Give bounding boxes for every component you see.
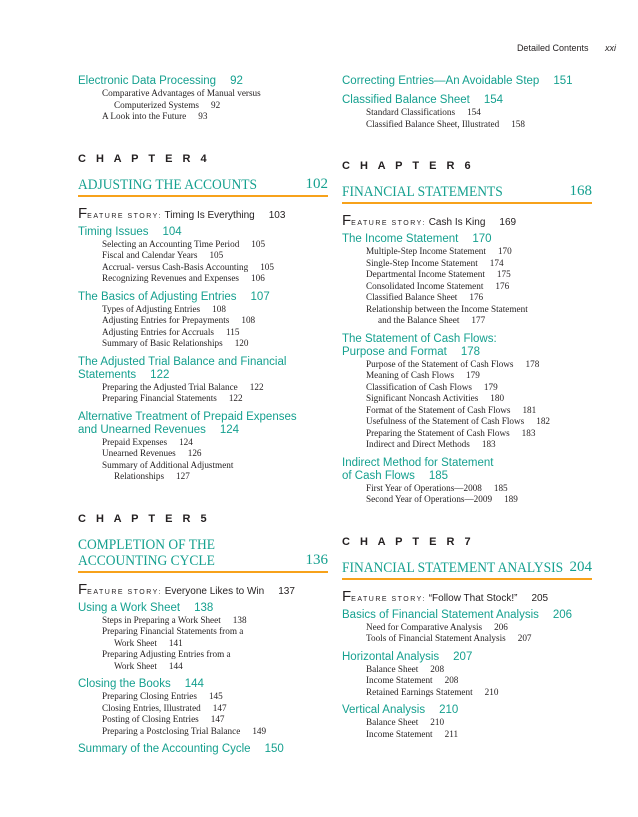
subsection-page-number: 179 — [483, 381, 498, 392]
section-title-line2: and Unearned Revenues — [78, 423, 206, 436]
section-title: The Income Statement — [342, 233, 459, 245]
subsection-page-number: 175 — [496, 269, 511, 279]
subsection-page-number: 189 — [504, 494, 518, 504]
subsection-text: Preparing the Adjusted Trial Balance — [102, 381, 238, 392]
subsection-entry[interactable] — [342, 258, 592, 270]
section-heading[interactable] — [78, 356, 328, 382]
subsection-text: Tools of Financial Statement Analysis — [366, 633, 506, 643]
subsection-page-number: 211 — [444, 728, 459, 739]
feature-story[interactable] — [342, 212, 592, 229]
chapter-title-block[interactable] — [342, 184, 592, 204]
feature-page-number: 103 — [268, 209, 286, 221]
subsection-entry[interactable] — [78, 691, 328, 703]
chapter-label: C H A P T E R 6 — [342, 160, 475, 172]
subsection-text: Preparing Adjusting Entries from a — [102, 649, 231, 659]
section-heading[interactable] — [342, 704, 592, 717]
subsection-entry[interactable] — [342, 717, 592, 729]
section-title: Using a Work Sheet — [78, 601, 181, 614]
subsection-text: Balance Sheet — [366, 717, 419, 727]
section-title: The Adjusted Trial Balance and Financial — [78, 355, 287, 368]
subsection-text: Relationship between the Income Statement — [366, 303, 528, 314]
chapter-page-number: 102 — [305, 175, 328, 192]
section-title: Basics of Financial Statement Analysis — [342, 608, 539, 621]
chapter-label: C H A P T E R 4 — [78, 152, 211, 165]
section-heading[interactable] — [78, 75, 328, 88]
subsection-page-number: 210 — [484, 686, 499, 697]
subsection-entry[interactable] — [78, 703, 328, 715]
subsection-page-number: 170 — [497, 246, 512, 256]
subsection-text: First Year of Operations—2008 — [366, 482, 482, 493]
subsection-text: Preparing Financial Statements from a — [102, 626, 244, 636]
subsection-entry[interactable] — [78, 638, 328, 650]
subsection-entry[interactable] — [342, 246, 592, 258]
section-page-number: 107 — [250, 290, 270, 303]
subsection-text: Classified Balance Sheet, Illustrated — [366, 118, 500, 129]
feature-page-number: 169 — [499, 217, 517, 228]
section-title: Horizontal Analysis — [342, 650, 440, 663]
subsection-text: A Look into the Future — [102, 111, 187, 121]
subsection-text: Indirect and Direct Methods — [366, 439, 470, 449]
subsection-page-number: 108 — [241, 315, 256, 325]
subsection-entry[interactable] — [342, 393, 592, 405]
subsection-text: Usefulness of the Statement of Cash Flows — [366, 416, 525, 426]
subsection-text: Format of the Statement of Cash Flows — [366, 404, 511, 415]
subsection-text: Second Year of Operations—2009 — [366, 494, 493, 504]
subsection-entry[interactable] — [78, 304, 328, 316]
chapter-title-line1: ADJUSTING THE ACCOUNTS — [78, 176, 258, 193]
section-heading[interactable] — [342, 609, 592, 622]
subsection-entry[interactable] — [342, 494, 592, 506]
section-page-number: 151 — [553, 75, 573, 87]
subsection-text: Summary of Basic Relationships — [102, 338, 223, 348]
subsection-entry[interactable] — [78, 726, 328, 738]
subsection-text: Selecting an Accounting Time Period — [102, 238, 240, 249]
subsection-page-number: 179 — [466, 370, 480, 380]
subsection-page-number: 122 — [228, 393, 243, 403]
subsection-page-number: 105 — [251, 238, 266, 249]
section-heading[interactable] — [78, 602, 328, 615]
page-folio: xxi — [605, 43, 616, 53]
subsection-text: Classified Balance Sheet — [366, 292, 458, 302]
left-column — [78, 75, 328, 756]
subsection-page-number: 206 — [494, 621, 508, 632]
subsection-page-number: 138 — [232, 614, 247, 625]
subsection-text: Posting of Closing Entries — [102, 714, 199, 724]
subsection-text: Summary of Additional Adjustment — [102, 459, 234, 470]
subsection-entry[interactable] — [342, 664, 592, 676]
chapter-label: C H A P T E R 7 — [342, 535, 475, 548]
subsection-entry[interactable] — [342, 304, 592, 316]
subsection-page-number: 183 — [481, 439, 496, 449]
subsection-page-number: 208 — [430, 663, 445, 674]
subsection-text: Preparing a Postclosing Trial Balance — [102, 725, 241, 736]
subsection-page-number: 210 — [430, 717, 445, 727]
subsection-page-number: 120 — [234, 338, 249, 348]
chapter-title-block[interactable] — [78, 177, 328, 197]
subsection-text: Meaning of Cash Flows — [366, 370, 455, 380]
chapter-title-line1: FINANCIAL STATEMENT ANALYSIS — [342, 559, 564, 576]
section-heading[interactable] — [342, 651, 592, 664]
subsection-text: Income Statement — [366, 728, 433, 739]
subsection-text: Preparing Financial Statements — [102, 393, 217, 403]
subsection-entry[interactable] — [342, 382, 592, 394]
chapter-title-line1: FINANCIAL STATEMENTS — [342, 184, 503, 200]
subsection-text: Preparing Closing Entries — [102, 691, 197, 701]
subsection-page-number: 115 — [226, 326, 240, 337]
section-title: Correcting Entries—An Avoidable Step — [342, 75, 540, 87]
subsection-text: Standard Classifications — [366, 107, 456, 117]
subsection-entry[interactable] — [78, 460, 328, 472]
subsection-text: Recognizing Revenues and Expenses — [102, 273, 240, 283]
subsection-page-number: 147 — [212, 702, 227, 713]
subsection-text: Accrual- versus Cash-Basis Accounting — [102, 261, 249, 272]
subsection-text: Significant Noncash Activities — [366, 393, 479, 403]
section-title-line2: Statements — [78, 368, 137, 381]
subsection-entry[interactable] — [78, 626, 328, 638]
section-heading[interactable] — [342, 75, 592, 88]
subsection-text: Computerized Systems — [114, 99, 199, 110]
subsection-entry[interactable] — [78, 649, 328, 661]
subsection-entry[interactable] — [342, 119, 592, 131]
subsection-entry[interactable] — [342, 315, 592, 327]
subsection-entry[interactable] — [342, 269, 592, 281]
section-heading[interactable] — [342, 333, 592, 359]
subsection-page-number: 180 — [490, 393, 505, 403]
section-page-number: 170 — [472, 233, 492, 245]
feature-title: Cash Is King — [428, 217, 486, 228]
subsection-page-number: 145 — [208, 691, 223, 701]
subsection-entry[interactable] — [342, 622, 592, 634]
chapter-title-block[interactable] — [342, 560, 592, 580]
subsection-entry[interactable] — [78, 315, 328, 327]
section-heading[interactable] — [78, 678, 328, 691]
subsection-page-number: 177 — [471, 315, 486, 325]
section-title: Indirect Method for Statement — [342, 456, 494, 469]
chapter-page-number: 136 — [305, 551, 328, 568]
feature-initial: F — [78, 204, 88, 222]
section-title: Closing the Books — [78, 678, 171, 690]
section-page-number: 92 — [230, 75, 243, 87]
feature-title: Everyone Likes to Win — [164, 585, 265, 597]
subsection-page-number: 183 — [521, 427, 536, 438]
chapter-title — [342, 184, 592, 200]
subsection-page-number: 93 — [198, 111, 208, 121]
section-heading[interactable] — [78, 411, 328, 437]
subsection-text: Comparative Advantages of Manual versus — [102, 88, 261, 98]
subsection-entry[interactable] — [342, 687, 592, 699]
running-header — [517, 43, 616, 53]
subsection-entry[interactable] — [342, 281, 592, 293]
subsection-entry[interactable] — [342, 107, 592, 119]
section-title-line2: Purpose and Format — [342, 345, 447, 358]
subsection-page-number: 182 — [536, 416, 550, 426]
subsection-entry[interactable] — [78, 273, 328, 285]
section-heading[interactable] — [342, 233, 592, 246]
chapter-title-block[interactable] — [78, 537, 328, 573]
subsection-entry[interactable] — [78, 327, 328, 339]
subsection-entry[interactable] — [342, 416, 592, 428]
feature-title: Timing Is Everything — [164, 209, 255, 221]
section-page-number: 150 — [264, 743, 284, 755]
subsection-text: Steps in Preparing a Work Sheet — [102, 614, 221, 625]
feature-label: EATURE STORY: — [351, 595, 426, 603]
subsection-entry[interactable] — [78, 714, 328, 726]
subsection-entry[interactable] — [78, 239, 328, 251]
right-column — [342, 75, 592, 740]
subsection-entry[interactable] — [78, 338, 328, 350]
subsection-entry[interactable] — [342, 370, 592, 382]
subsection-page-number: 174 — [489, 257, 504, 268]
chapter-title — [342, 560, 592, 576]
subsection-entry[interactable] — [78, 615, 328, 627]
section-heading[interactable] — [78, 743, 328, 756]
subsection-entry[interactable] — [342, 292, 592, 304]
subsection-page-number: 92 — [210, 99, 221, 110]
section-page-number: 144 — [184, 678, 204, 690]
subsection-text: Unearned Revenues — [102, 448, 176, 458]
subsection-entry[interactable] — [342, 483, 592, 495]
subsection-text: Multiple-Step Income Statement — [366, 246, 486, 256]
section-title: Vertical Analysis — [342, 704, 426, 716]
subsection-entry[interactable] — [78, 661, 328, 673]
subsection-entry[interactable] — [342, 729, 592, 741]
chapter-title — [78, 177, 328, 193]
section-page-number: 178 — [460, 345, 481, 358]
subsection-page-number: 178 — [525, 358, 540, 369]
feature-story[interactable] — [78, 205, 328, 222]
subsection-text: Single-Step Income Statement — [366, 257, 478, 268]
subsection-page-number: 108 — [212, 303, 226, 314]
subsection-entry[interactable] — [78, 393, 328, 405]
subsection-entry[interactable] — [342, 405, 592, 417]
subsection-entry[interactable] — [342, 675, 592, 687]
subsection-text: Balance Sheet — [366, 663, 419, 674]
section-page-number: 154 — [483, 94, 504, 106]
feature-page-number: 205 — [531, 592, 549, 604]
section-heading[interactable] — [342, 94, 592, 107]
feature-page-number: 137 — [278, 585, 295, 597]
subsection-text: Classification of Cash Flows — [366, 381, 472, 392]
chapter-title-line2: ACCOUNTING CYCLE — [78, 552, 215, 569]
chapter-page-number: 204 — [569, 558, 592, 575]
subsection-text: Preparing the Statement of Cash Flows — [366, 427, 510, 438]
section-page-number: 104 — [162, 225, 182, 238]
subsection-page-number: 141 — [168, 637, 183, 648]
subsection-text: Closing Entries, Illustrated — [102, 702, 201, 713]
subsection-page-number: 154 — [467, 107, 481, 117]
chapter-title — [78, 537, 328, 569]
section-title: The Basics of Adjusting Entries — [78, 290, 237, 303]
subsection-text: Fiscal and Calendar Years — [102, 250, 198, 260]
subsection-entry[interactable] — [78, 88, 328, 100]
header-title: Detailed Contents — [516, 43, 589, 53]
subsection-text: Types of Adjusting Entries — [102, 303, 201, 314]
subsection-page-number: 127 — [176, 471, 190, 481]
subsection-entry[interactable] — [78, 382, 328, 394]
subsection-text: Retained Earnings Statement — [366, 686, 473, 697]
subsection-entry[interactable] — [78, 100, 328, 112]
subsection-entry[interactable] — [78, 437, 328, 449]
section-page-number: 210 — [439, 704, 459, 716]
subsection-page-number: 176 — [469, 292, 484, 302]
subsection-text: Need for Comparative Analysis — [366, 621, 483, 632]
subsection-text: Relationships — [114, 471, 165, 481]
subsection-text: Work Sheet — [114, 637, 157, 648]
subsection-page-number: 181 — [522, 404, 537, 415]
section-page-number: 185 — [428, 469, 449, 482]
chapter-page-number: 168 — [569, 183, 592, 199]
subsection-page-number: 158 — [511, 118, 525, 129]
section-page-number: 207 — [453, 650, 473, 663]
subsection-page-number: 124 — [179, 436, 193, 447]
subsection-page-number: 144 — [168, 660, 183, 671]
section-page-number: 124 — [219, 423, 240, 436]
subsection-text: Purpose of the Statement of Cash Flows — [366, 358, 514, 369]
feature-title: “Follow That Stock!” — [428, 592, 518, 604]
subsection-page-number: 105 — [260, 261, 274, 272]
subsection-page-number: 147 — [210, 714, 225, 724]
subsection-page-number: 207 — [517, 633, 532, 643]
section-heading[interactable] — [78, 291, 328, 304]
feature-initial: F — [342, 587, 352, 605]
subsection-page-number: 105 — [209, 250, 224, 260]
subsection-text: Work Sheet — [114, 660, 157, 671]
subsection-entry[interactable] — [78, 262, 328, 274]
feature-label: EATURE STORY: — [87, 588, 162, 596]
section-title: The Statement of Cash Flows: — [342, 332, 497, 345]
feature-story[interactable] — [342, 588, 592, 605]
subsection-page-number: 185 — [493, 482, 508, 493]
subsection-entry[interactable] — [342, 428, 592, 440]
feature-initial: F — [342, 212, 352, 229]
chapter-label: C H A P T E R 5 — [78, 512, 211, 525]
section-page-number: 122 — [150, 368, 170, 381]
subsection-page-number: 149 — [252, 725, 267, 736]
subsection-entry[interactable] — [342, 633, 592, 645]
section-title: Timing Issues — [78, 225, 149, 238]
section-page-number: 138 — [194, 601, 214, 614]
subsection-text: Adjusting Entries for Prepayments — [102, 315, 230, 325]
section-title: Electronic Data Processing — [78, 75, 217, 87]
feature-label: EATURE STORY: — [87, 212, 162, 220]
subsection-page-number: 208 — [444, 675, 459, 685]
subsection-text: Departmental Income Statement — [366, 269, 485, 279]
section-title: Classified Balance Sheet — [342, 94, 470, 106]
subsection-text: Prepaid Expenses — [102, 436, 168, 447]
section-title: Summary of the Accounting Cycle — [78, 743, 251, 755]
section-heading[interactable] — [342, 457, 592, 483]
subsection-entry[interactable] — [342, 439, 592, 451]
section-page-number: 206 — [552, 608, 573, 621]
section-title-line2: of Cash Flows — [342, 469, 415, 482]
chapter-title-line1: COMPLETION OF THE — [78, 536, 216, 553]
subsection-page-number: 176 — [495, 280, 510, 291]
subsection-page-number: 126 — [187, 448, 202, 458]
subsection-entry[interactable] — [342, 359, 592, 371]
section-title: Alternative Treatment of Prepaid Expenses — [78, 410, 297, 423]
subsection-text: and the Balance Sheet — [378, 315, 460, 325]
feature-story[interactable] — [78, 581, 328, 598]
subsection-entry[interactable] — [78, 448, 328, 460]
subsection-page-number: 122 — [249, 381, 264, 392]
subsection-entry[interactable] — [78, 471, 328, 483]
feature-label: EATURE STORY: — [351, 220, 426, 227]
subsection-entry[interactable] — [78, 111, 328, 123]
subsection-text: Adjusting Entries for Accruals — [102, 326, 215, 337]
section-heading[interactable] — [78, 226, 328, 239]
subsection-text: Consolidated Income Statement — [366, 280, 484, 291]
subsection-entry[interactable] — [78, 250, 328, 262]
subsection-text: Income Statement — [366, 675, 433, 685]
subsection-page-number: 106 — [251, 273, 265, 283]
feature-initial: F — [78, 580, 88, 598]
